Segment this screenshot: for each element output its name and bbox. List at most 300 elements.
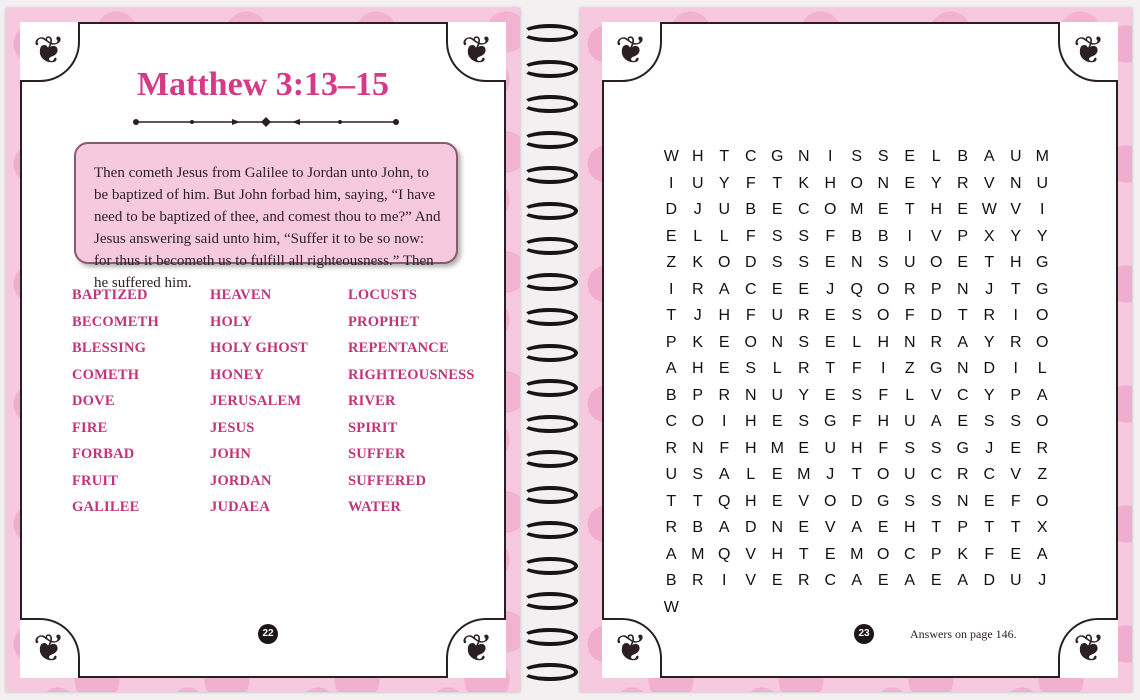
grid-letter: U [691, 174, 704, 192]
grid-letter: K [798, 174, 810, 192]
verse-box [74, 142, 458, 291]
grid-letter: T [772, 174, 783, 192]
grid-letter: T [984, 254, 995, 271]
grid-letter: G [877, 492, 890, 510]
grid-letter: G [930, 360, 943, 377]
grid-letter: N [691, 439, 704, 457]
grid-letter: A [718, 466, 730, 483]
grid-letter: S [798, 227, 810, 245]
spiral-ring [522, 202, 578, 220]
grid-letter: V [824, 519, 836, 536]
grid-letter: B [851, 227, 863, 245]
grid-letter: M [770, 439, 784, 457]
ornament-icon: ❦ [602, 618, 662, 678]
grid-letter: O [691, 413, 704, 430]
grid-letter: O [1036, 307, 1049, 324]
grid-letter: W [981, 201, 997, 218]
grid-letter: S [851, 148, 863, 165]
grid-letter: R [665, 439, 678, 457]
grid-letter: T [904, 201, 915, 218]
grid-letter: D [744, 519, 757, 536]
word-list-item: REPENTANCE [348, 340, 449, 356]
grid-letter: M [691, 545, 705, 563]
word-list-item: DOVE [72, 393, 115, 409]
grid-letter: S [798, 413, 810, 430]
grid-letter: M [850, 201, 864, 218]
grid-letter: B [745, 201, 757, 218]
grid-letter: H [903, 519, 916, 536]
grid-letter: U [771, 386, 784, 404]
grid-letter: U [1036, 174, 1049, 192]
spiral-ring [522, 273, 578, 291]
left-page [6, 8, 520, 692]
spiral-ring [522, 415, 578, 433]
spiral-ring [522, 131, 578, 149]
word-list-item: SUFFER [348, 446, 406, 462]
grid-letter: P [930, 545, 942, 563]
grid-letter: S [771, 227, 783, 245]
ornament-icon: ❦ [602, 22, 662, 82]
word-list-item: HONEY [210, 366, 265, 383]
spiral-ring [522, 379, 578, 397]
word-list-item: COMETH [72, 366, 140, 383]
spiral-binding [520, 8, 580, 692]
grid-letter: R [983, 307, 996, 324]
grid-letter: A [665, 545, 677, 563]
grid-letter: N [797, 148, 810, 165]
grid-letter: R [665, 519, 678, 536]
grid-letter: N [956, 492, 969, 510]
grid-letter: C [744, 148, 757, 165]
grid-letter: A [957, 572, 969, 589]
grid-letter: Z [666, 254, 677, 271]
grid-letter: T [825, 360, 836, 377]
grid-letter: O [850, 174, 863, 192]
right-page [580, 8, 1132, 692]
word-list-item: RIVER [348, 393, 396, 409]
grid-letter: E [771, 413, 783, 430]
grid-letter: Z [1037, 466, 1048, 483]
word-list-item: SUFFERED [348, 472, 427, 489]
grid-letter: C [744, 280, 757, 298]
grid-letter: V [1010, 201, 1022, 218]
grid-letter: A [1036, 386, 1048, 404]
grid-letter: J [826, 280, 835, 298]
grid-letter: T [1010, 280, 1021, 298]
word-list-item: HOLY [210, 313, 253, 330]
grid-letter: C [956, 386, 969, 404]
grid-letter: R [797, 360, 810, 377]
grid-letter: V [745, 572, 757, 589]
grid-letter: O [1036, 333, 1049, 351]
grid-letter: E [665, 227, 677, 245]
grid-letter: S [877, 148, 889, 165]
grid-letter: U [665, 466, 678, 483]
grid-letter: D [930, 307, 943, 324]
grid-letter: A [1036, 545, 1048, 563]
grid-letter: G [956, 439, 969, 457]
grid-letter: W [663, 148, 679, 165]
grid-letter: D [983, 572, 996, 589]
grid-letter: A [904, 572, 916, 589]
grid-letter: A [718, 519, 730, 536]
grid-letter: R [903, 280, 916, 298]
grid-letter: D [665, 201, 678, 218]
grid-letter: E [877, 572, 889, 589]
grid-letter: L [852, 333, 862, 351]
grid-letter: R [797, 572, 810, 589]
grid-letter: S [904, 492, 916, 510]
grid-letter: E [1010, 439, 1022, 457]
grid-letter: O [824, 201, 837, 218]
ornament-icon: ❦ [1058, 22, 1118, 82]
page-number: 23 [854, 624, 874, 644]
grid-letter: N [877, 174, 890, 192]
grid-letter: H [877, 413, 890, 430]
grid-letter: L [905, 386, 915, 404]
spiral-ring [522, 628, 578, 646]
grid-letter: J [985, 439, 994, 457]
word-list-item: JESUS [210, 419, 255, 436]
grid-letter: X [1036, 519, 1048, 536]
grid-letter: S [930, 439, 942, 457]
grid-letter: S [904, 439, 916, 457]
grid-letter: U [1009, 572, 1022, 589]
grid-letter: R [1036, 439, 1049, 457]
grid-letter: E [983, 492, 995, 510]
word-search-grid [658, 144, 1056, 621]
grid-letter: S [851, 307, 863, 324]
word-list-item: BAPTIZED [72, 287, 148, 303]
grid-letter: H [930, 201, 943, 218]
word-list-item: FORBAD [72, 446, 135, 462]
grid-letter: L [931, 148, 941, 165]
ornament-icon: ❦ [20, 618, 80, 678]
grid-letter: I [722, 413, 727, 430]
grid-letter: E [771, 466, 783, 483]
grid-letter: M [797, 466, 811, 483]
grid-letter: F [984, 545, 995, 563]
grid-letter: W [663, 598, 679, 616]
grid-letter: J [985, 280, 994, 298]
grid-letter: Y [983, 386, 995, 404]
grid-letter: R [1009, 333, 1022, 351]
grid-letter: M [1035, 148, 1049, 165]
word-list-item: SPIRIT [348, 419, 398, 436]
grid-letter: N [956, 360, 969, 377]
grid-letter: R [956, 174, 969, 192]
grid-letter: N [1009, 174, 1022, 192]
word-list-item: JOHN [210, 446, 252, 462]
grid-letter: B [692, 519, 704, 536]
grid-letter: E [771, 280, 783, 298]
grid-letter: P [957, 519, 969, 536]
grid-letter: Y [930, 174, 942, 192]
grid-letter: F [825, 227, 836, 245]
spiral-ring [522, 521, 578, 539]
grid-letter: O [1036, 413, 1049, 430]
word-list-item: PROPHET [348, 313, 420, 330]
grid-letter: O [877, 466, 890, 483]
grid-letter: H [1009, 254, 1022, 271]
grid-letter: P [930, 280, 942, 298]
page-number: 22 [258, 624, 278, 644]
grid-letter: I [881, 360, 886, 377]
spiral-ring [522, 166, 578, 184]
grid-letter: H [771, 545, 784, 563]
grid-letter: C [983, 466, 996, 483]
grid-letter: A [718, 280, 730, 298]
grid-letter: T [719, 148, 730, 165]
grid-letter: Y [1010, 227, 1022, 245]
grid-letter: D [850, 492, 863, 510]
grid-letter: I [1040, 201, 1045, 218]
word-list-item: HOLY GHOST [210, 340, 309, 356]
grid-letter: G [771, 148, 784, 165]
word-list-item: JERUSALEM [210, 393, 302, 409]
answers-note: Answers on page 146. [910, 627, 1017, 641]
grid-letter: K [957, 545, 969, 563]
grid-letter: H [877, 333, 890, 351]
grid-letter: M [850, 545, 864, 563]
grid-letter: R [930, 333, 943, 351]
grid-letter: C [824, 572, 837, 589]
grid-letter: S [877, 254, 889, 271]
grid-letter: E [718, 360, 730, 377]
spiral-ring [522, 237, 578, 255]
grid-letter: V [745, 545, 757, 563]
grid-letter: Y [798, 386, 810, 404]
grid-letter: O [744, 333, 757, 351]
verse-text: Then cometh Jesus from Galilee to Jordan unto John, to be baptized of him. But John forbad him, saying, “I have need to be baptized of thee, and comest thou to me?” And Jesus answering said unto him, “Suffer it to be so now: for thus it becometh us to fulfill all righteousness.” Then he suffered him. [94, 165, 441, 291]
grid-letter: B [665, 572, 677, 589]
grid-letter: S [692, 466, 704, 483]
grid-letter: G [824, 413, 837, 430]
grid-letter: Z [904, 360, 915, 377]
grid-letter: Y [718, 174, 730, 192]
grid-letter: E [798, 439, 810, 457]
spiral-ring [522, 557, 578, 575]
grid-letter: E [771, 201, 783, 218]
grid-letter: O [877, 307, 890, 324]
grid-letter: S [798, 254, 810, 271]
grid-letter: T [798, 545, 809, 563]
grid-letter: S [771, 254, 783, 271]
grid-letter: E [824, 545, 836, 563]
grid-letter: Y [983, 333, 995, 351]
grid-letter: T [692, 492, 703, 510]
grid-letter: V [983, 174, 995, 192]
grid-letter: A [851, 519, 863, 536]
grid-letter: X [983, 227, 995, 245]
grid-letter: E [771, 572, 783, 589]
grid-letter: E [824, 386, 836, 404]
grid-letter: N [771, 519, 784, 536]
grid-letter: E [957, 201, 969, 218]
grid-letter: E [957, 413, 969, 430]
word-list-item: BLESSING [72, 340, 147, 356]
spiral-ring [522, 450, 578, 468]
page-title: Matthew 3:13–15 [136, 66, 390, 103]
grid-letter: F [745, 227, 756, 245]
grid-letter: Q [718, 545, 731, 563]
ornament-icon: ❦ [446, 22, 506, 82]
grid-letter: V [1010, 466, 1022, 483]
grid-letter: O [824, 492, 837, 510]
grid-letter: U [1009, 148, 1022, 165]
ornament-icon: ❦ [446, 618, 506, 678]
grid-letter: Y [1036, 227, 1048, 245]
grid-letter: I [1013, 360, 1018, 377]
grid-letter: A [930, 413, 942, 430]
grid-letter: H [824, 174, 837, 192]
grid-letter: D [983, 360, 996, 377]
grid-letter: T [931, 519, 942, 536]
grid-letter: N [956, 280, 969, 298]
grid-letter: E [877, 519, 889, 536]
grid-letter: R [718, 386, 731, 404]
grid-letter: L [693, 227, 703, 245]
grid-letter: O [877, 545, 890, 563]
grid-letter: L [719, 227, 729, 245]
right-page-panel [602, 22, 1118, 678]
word-list-item: JUDAEA [210, 499, 271, 515]
grid-letter: E [930, 572, 942, 589]
grid-letter: F [745, 174, 756, 192]
grid-letter: S [745, 360, 757, 377]
grid-letter: H [744, 439, 757, 457]
word-list-item: LOCUSTS [348, 287, 418, 303]
grid-letter: F [878, 439, 889, 457]
grid-letter: I [1013, 307, 1018, 324]
spiral-ring [522, 663, 578, 681]
grid-letter: S [1010, 413, 1022, 430]
grid-letter: T [666, 307, 677, 324]
grid-letter: Q [718, 492, 731, 510]
ornament-icon: ❦ [20, 22, 80, 82]
word-list-item: JORDAN [210, 472, 272, 489]
grid-letter: L [772, 360, 782, 377]
grid-letter: I [669, 280, 674, 298]
grid-letter: I [669, 174, 674, 192]
grid-letter: F [745, 307, 756, 324]
grid-letter: C [665, 413, 678, 430]
grid-letter: L [746, 466, 756, 483]
grid-letter: H [744, 492, 757, 510]
grid-letter: O [877, 280, 890, 298]
grid-letter: N [903, 333, 916, 351]
grid-letter: S [983, 413, 995, 430]
grid-letter: J [693, 307, 702, 324]
grid-letter: E [1010, 545, 1022, 563]
grid-letter: N [771, 333, 784, 351]
grid-letter: P [665, 333, 677, 351]
grid-letter: H [691, 148, 704, 165]
grid-letter: S [798, 333, 810, 351]
grid-letter: R [691, 572, 704, 589]
grid-letter: J [826, 466, 835, 483]
grid-letter: H [850, 439, 863, 457]
grid-letter: F [719, 439, 730, 457]
grid-letter: E [798, 519, 810, 536]
grid-letter: E [798, 280, 810, 298]
grid-letter: A [983, 148, 995, 165]
grid-letter: H [691, 360, 704, 377]
grid-letter: E [824, 254, 836, 271]
grid-letter: Q [850, 280, 863, 298]
word-list-item: GALILEE [72, 499, 140, 515]
grid-letter: C [930, 466, 943, 483]
grid-letter: P [692, 386, 704, 404]
grid-letter: G [1036, 280, 1049, 298]
grid-letter: O [930, 254, 943, 271]
grid-letter: H [744, 413, 757, 430]
grid-letter: K [692, 333, 704, 351]
grid-letter: E [771, 492, 783, 510]
grid-letter: C [797, 201, 810, 218]
word-list-item: HEAVEN [210, 287, 272, 303]
grid-letter: R [956, 466, 969, 483]
grid-letter: J [1038, 572, 1047, 589]
grid-letter: I [722, 572, 727, 589]
spiral-ring [522, 60, 578, 78]
word-list-item: BECOMETH [72, 313, 159, 330]
grid-letter: F [1010, 492, 1021, 510]
grid-letter: T [1010, 519, 1021, 536]
spiral-ring [522, 95, 578, 113]
grid-letter: F [878, 386, 889, 404]
grid-letter: H [718, 307, 731, 324]
grid-letter: G [1036, 254, 1049, 271]
ornament-icon: ❦ [1058, 618, 1118, 678]
grid-letter: U [903, 466, 916, 483]
grid-letter: J [693, 201, 702, 218]
grid-letter: P [1010, 386, 1022, 404]
grid-letter: U [903, 254, 916, 271]
spiral-ring [522, 486, 578, 504]
grid-letter: I [907, 227, 912, 245]
grid-letter: E [877, 201, 889, 218]
ornamental-divider [132, 116, 400, 128]
word-list [72, 286, 492, 516]
left-page-panel [20, 22, 506, 678]
grid-letter: R [691, 280, 704, 298]
spiral-ring [522, 24, 578, 42]
grid-letter: S [851, 386, 863, 404]
grid-letter: N [744, 386, 757, 404]
grid-letter: B [957, 148, 969, 165]
grid-letter: V [930, 227, 942, 245]
grid-letter: O [1036, 492, 1049, 510]
spiral-ring [522, 308, 578, 326]
grid-letter: A [851, 572, 863, 589]
grid-letter: T [957, 307, 968, 324]
grid-letter: E [957, 254, 969, 271]
grid-letter: E [824, 333, 836, 351]
grid-letter: T [666, 492, 677, 510]
grid-letter: E [824, 307, 836, 324]
word-list-item: FRUIT [72, 472, 119, 489]
grid-letter: P [957, 227, 969, 245]
word-list-item: WATER [348, 499, 402, 515]
grid-letter: E [904, 174, 916, 192]
grid-letter: U [903, 413, 916, 430]
word-list-item: RIGHTEOUSNESS [348, 366, 475, 383]
grid-letter: D [744, 254, 757, 271]
grid-letter: I [828, 148, 833, 165]
grid-letter: F [851, 360, 862, 377]
spiral-ring [522, 592, 578, 610]
